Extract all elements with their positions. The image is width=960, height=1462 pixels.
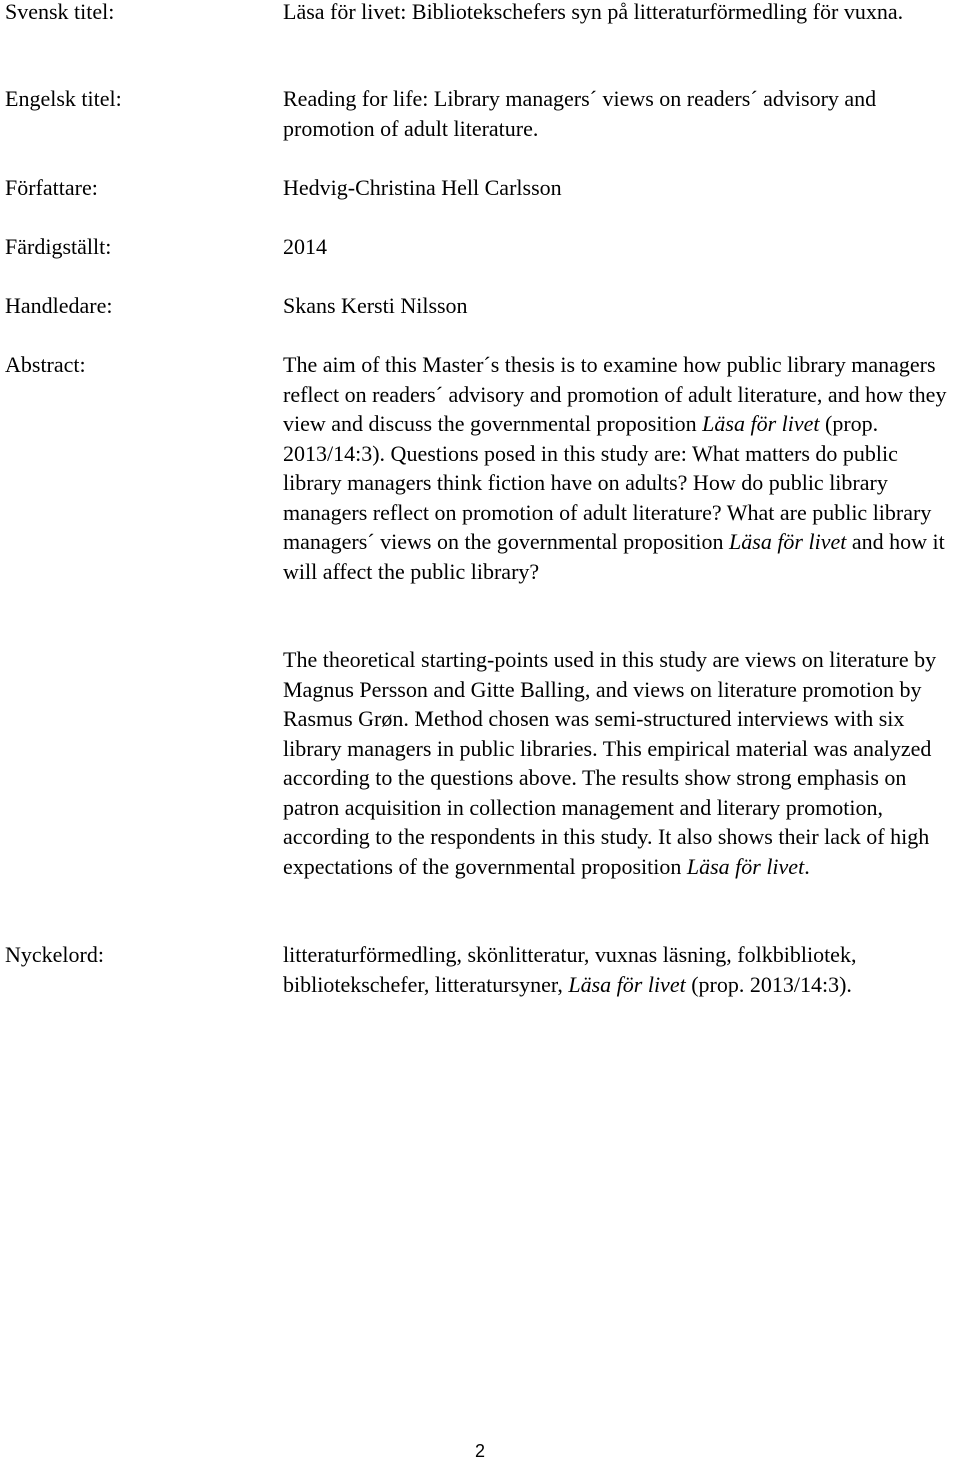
value-fardigstallt: 2014: [283, 234, 327, 259]
abstract-p2-title-italic: Läsa för livet: [686, 853, 805, 879]
value-handledare: Skans Kersti Nilsson: [283, 293, 468, 318]
abstract-p2-text-c: .: [804, 853, 810, 879]
abstract-p1-text-a: The aim of this Master´s thesis is to examine how public library managers reflect on readers´ advisory and promotion of adult literature, and how they view and discuss the governmental proposition: [283, 352, 947, 436]
label-abstract: Abstract:: [5, 352, 86, 377]
value-engelsk-titel: Reading for life: Library managers´ views on readers´ advisory and promotion of adult literature.: [283, 86, 877, 141]
value-forfattare: Hedvig-Christina Hell Carlsson: [283, 175, 562, 200]
value-svensk-titel: Läsa för livet: Bibliotekschefers syn på litteraturförmedling för vuxna.: [283, 0, 904, 24]
label-handledare: Handledare:: [5, 293, 113, 318]
nyckelord-text-a: litteraturförmedling, skönlitteratur, vuxnas läsning, folkbibliotek, bibliotekschefer, litteratursyner,: [283, 942, 857, 997]
abstract-body-2: [283, 645, 955, 881]
label-engelsk-titel: Engelsk titel:: [5, 86, 122, 111]
value-nyckelord: [283, 940, 955, 999]
label-fardigstallt: Färdigställt:: [5, 234, 112, 259]
abstract-p1-text-e: and how it will affect the public library?: [283, 529, 945, 584]
abstract-p1-title-italic-1: Läsa för livet: [702, 411, 820, 436]
nyckelord-title-italic: Läsa för livet: [568, 971, 686, 997]
label-forfattare: Författare:: [5, 175, 98, 200]
label-nyckelord: Nyckelord:: [5, 942, 104, 967]
label-svensk-titel: Svensk titel:: [5, 0, 115, 24]
abstract-p1-text-c: (prop. 2013/14:3). Questions posed in this study are: What matters do public library managers think fiction have on adults? How do public library managers reflect on promotion of adult literature? What are public library managers´ views on the governmental proposition: [283, 411, 932, 554]
nyckelord-text-c: (prop. 2013/14:3).: [685, 971, 852, 997]
abstract-body: [283, 350, 955, 586]
abstract-paragraph-1: [283, 350, 955, 586]
abstract-paragraph-2: [283, 645, 955, 881]
abstract-p2-text-a: The theoretical starting-points used in this study are views on literature by Magnus Persson and Gitte Balling, and views on literature promotion by Rasmus Grøn. Method chosen was semi-structured interviews with six library managers in public libraries. This empirical material was analyzed according to the questions above. The results show strong emphasis on patron acquisition in collection management and literary promotion, according to the respondents in this study. It also shows their lack of high expectations of the governmental proposition: [283, 647, 937, 879]
abstract-p1-title-italic-2: Läsa för livet: [729, 529, 847, 554]
page-number: 2: [474, 1441, 485, 1461]
